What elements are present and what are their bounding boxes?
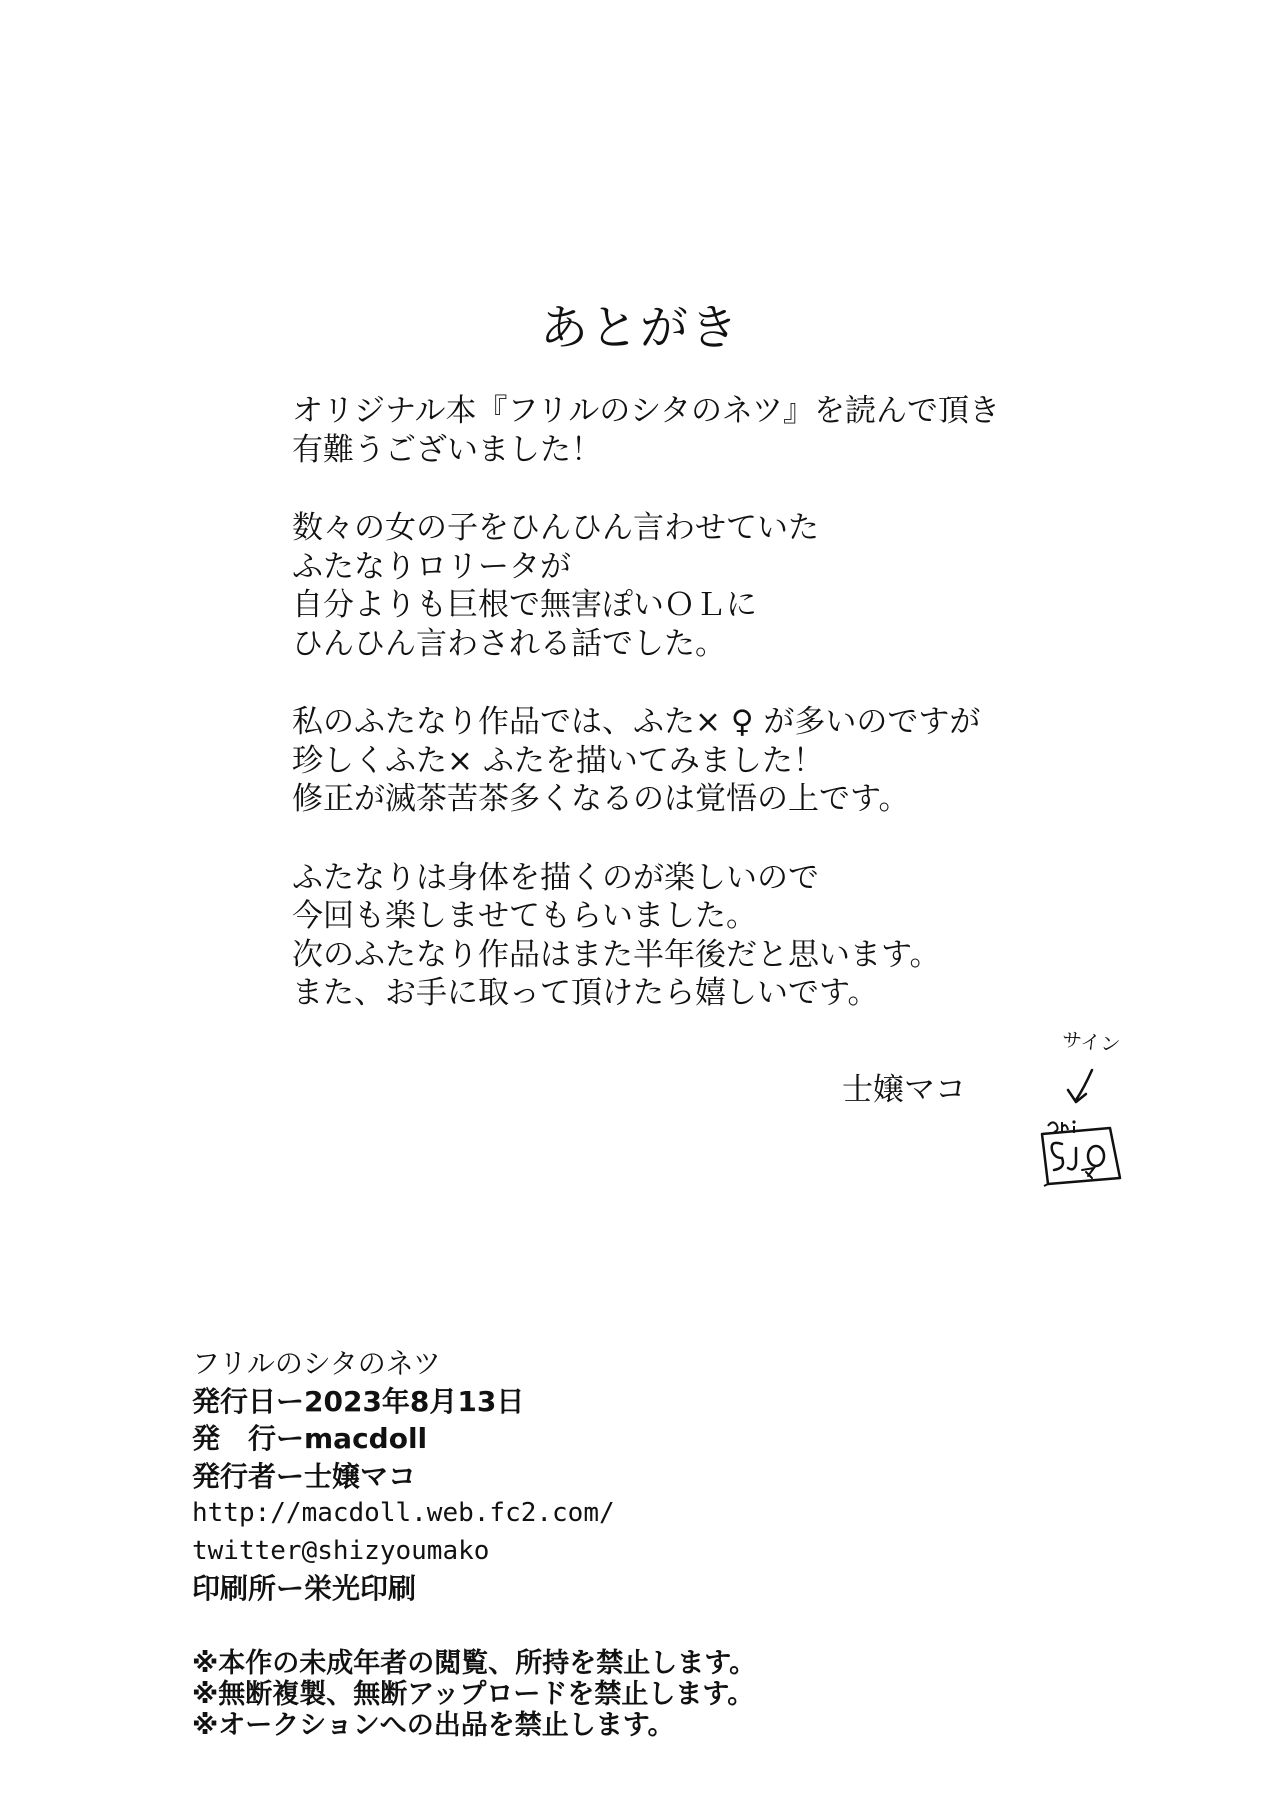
- notice-line: ※無断複製、無断アップロードを禁止します。: [192, 1679, 755, 1710]
- paragraph-line: また、お手に取って頂けたら嬉しいです。: [292, 975, 879, 1011]
- paragraph-line: 自分よりも巨根で無害ぽいＯＬに: [292, 587, 757, 623]
- paragraph-line: オリジナル本『フリルのシタのネツ』を読んで頂き: [292, 393, 1001, 429]
- page-title: あとがき: [539, 300, 740, 356]
- colophon-book-title: フリルのシタのネツ: [192, 1347, 441, 1380]
- colophon-twitter: twitter@shizyoumako: [192, 1535, 490, 1566]
- signature-label: サイン: [1060, 1026, 1122, 1057]
- colophon-url: http://macdoll.web.fc2.com/: [192, 1498, 615, 1528]
- colophon-release-date: 発行日ー2023年8月13日: [192, 1384, 525, 1418]
- notice-line: ※オークションへの出品を禁止します。: [192, 1710, 675, 1741]
- colophon-publisher: 発 行ーmacdoll: [192, 1422, 428, 1455]
- paragraph-line: 今回も楽しませてもらいました。: [292, 898, 757, 934]
- notice-line: ※本作の未成年者の閲覧、所持を禁止します。: [192, 1648, 757, 1679]
- paragraph-line: 次のふたなり作品はまた半年後だと思います。: [292, 936, 941, 973]
- paragraph-line: ふたなりロリータが: [292, 548, 571, 585]
- colophon-issuer: 発行者ー士嬢マコ: [192, 1459, 417, 1493]
- paragraph-line: 修正が滅茶苦茶多くなるのは覚悟の上です。: [292, 781, 910, 817]
- author-name: 士嬢マコ: [842, 1072, 966, 1108]
- paragraph-line: 有難うございました！: [292, 431, 602, 468]
- afterword-body: [292, 392, 1052, 1053]
- paragraph-line: 私のふたなり作品では、ふた× ♀ が多いのですが: [292, 704, 981, 740]
- paragraph-2: [292, 509, 1052, 663]
- paragraph-1: [292, 392, 1052, 469]
- colophon-printer: 印刷所ー栄光印刷: [192, 1572, 417, 1605]
- paragraph-3: [292, 703, 1052, 819]
- paragraph-line: ひんひん言わされる話でした。: [292, 625, 726, 662]
- paragraph-line: 珍しくふた× ふたを描いてみました！: [292, 742, 824, 779]
- legal-notices: [192, 1648, 892, 1741]
- paragraph-line: 数々の女の子をひんひん言わせていた: [292, 510, 819, 546]
- paragraph-line: ふたなりは身体を描くのが楽しいので: [292, 859, 819, 896]
- handwritten-signature-icon: [1020, 1050, 1140, 1200]
- paragraph-4: [292, 859, 1052, 1013]
- colophon: [192, 1345, 892, 1608]
